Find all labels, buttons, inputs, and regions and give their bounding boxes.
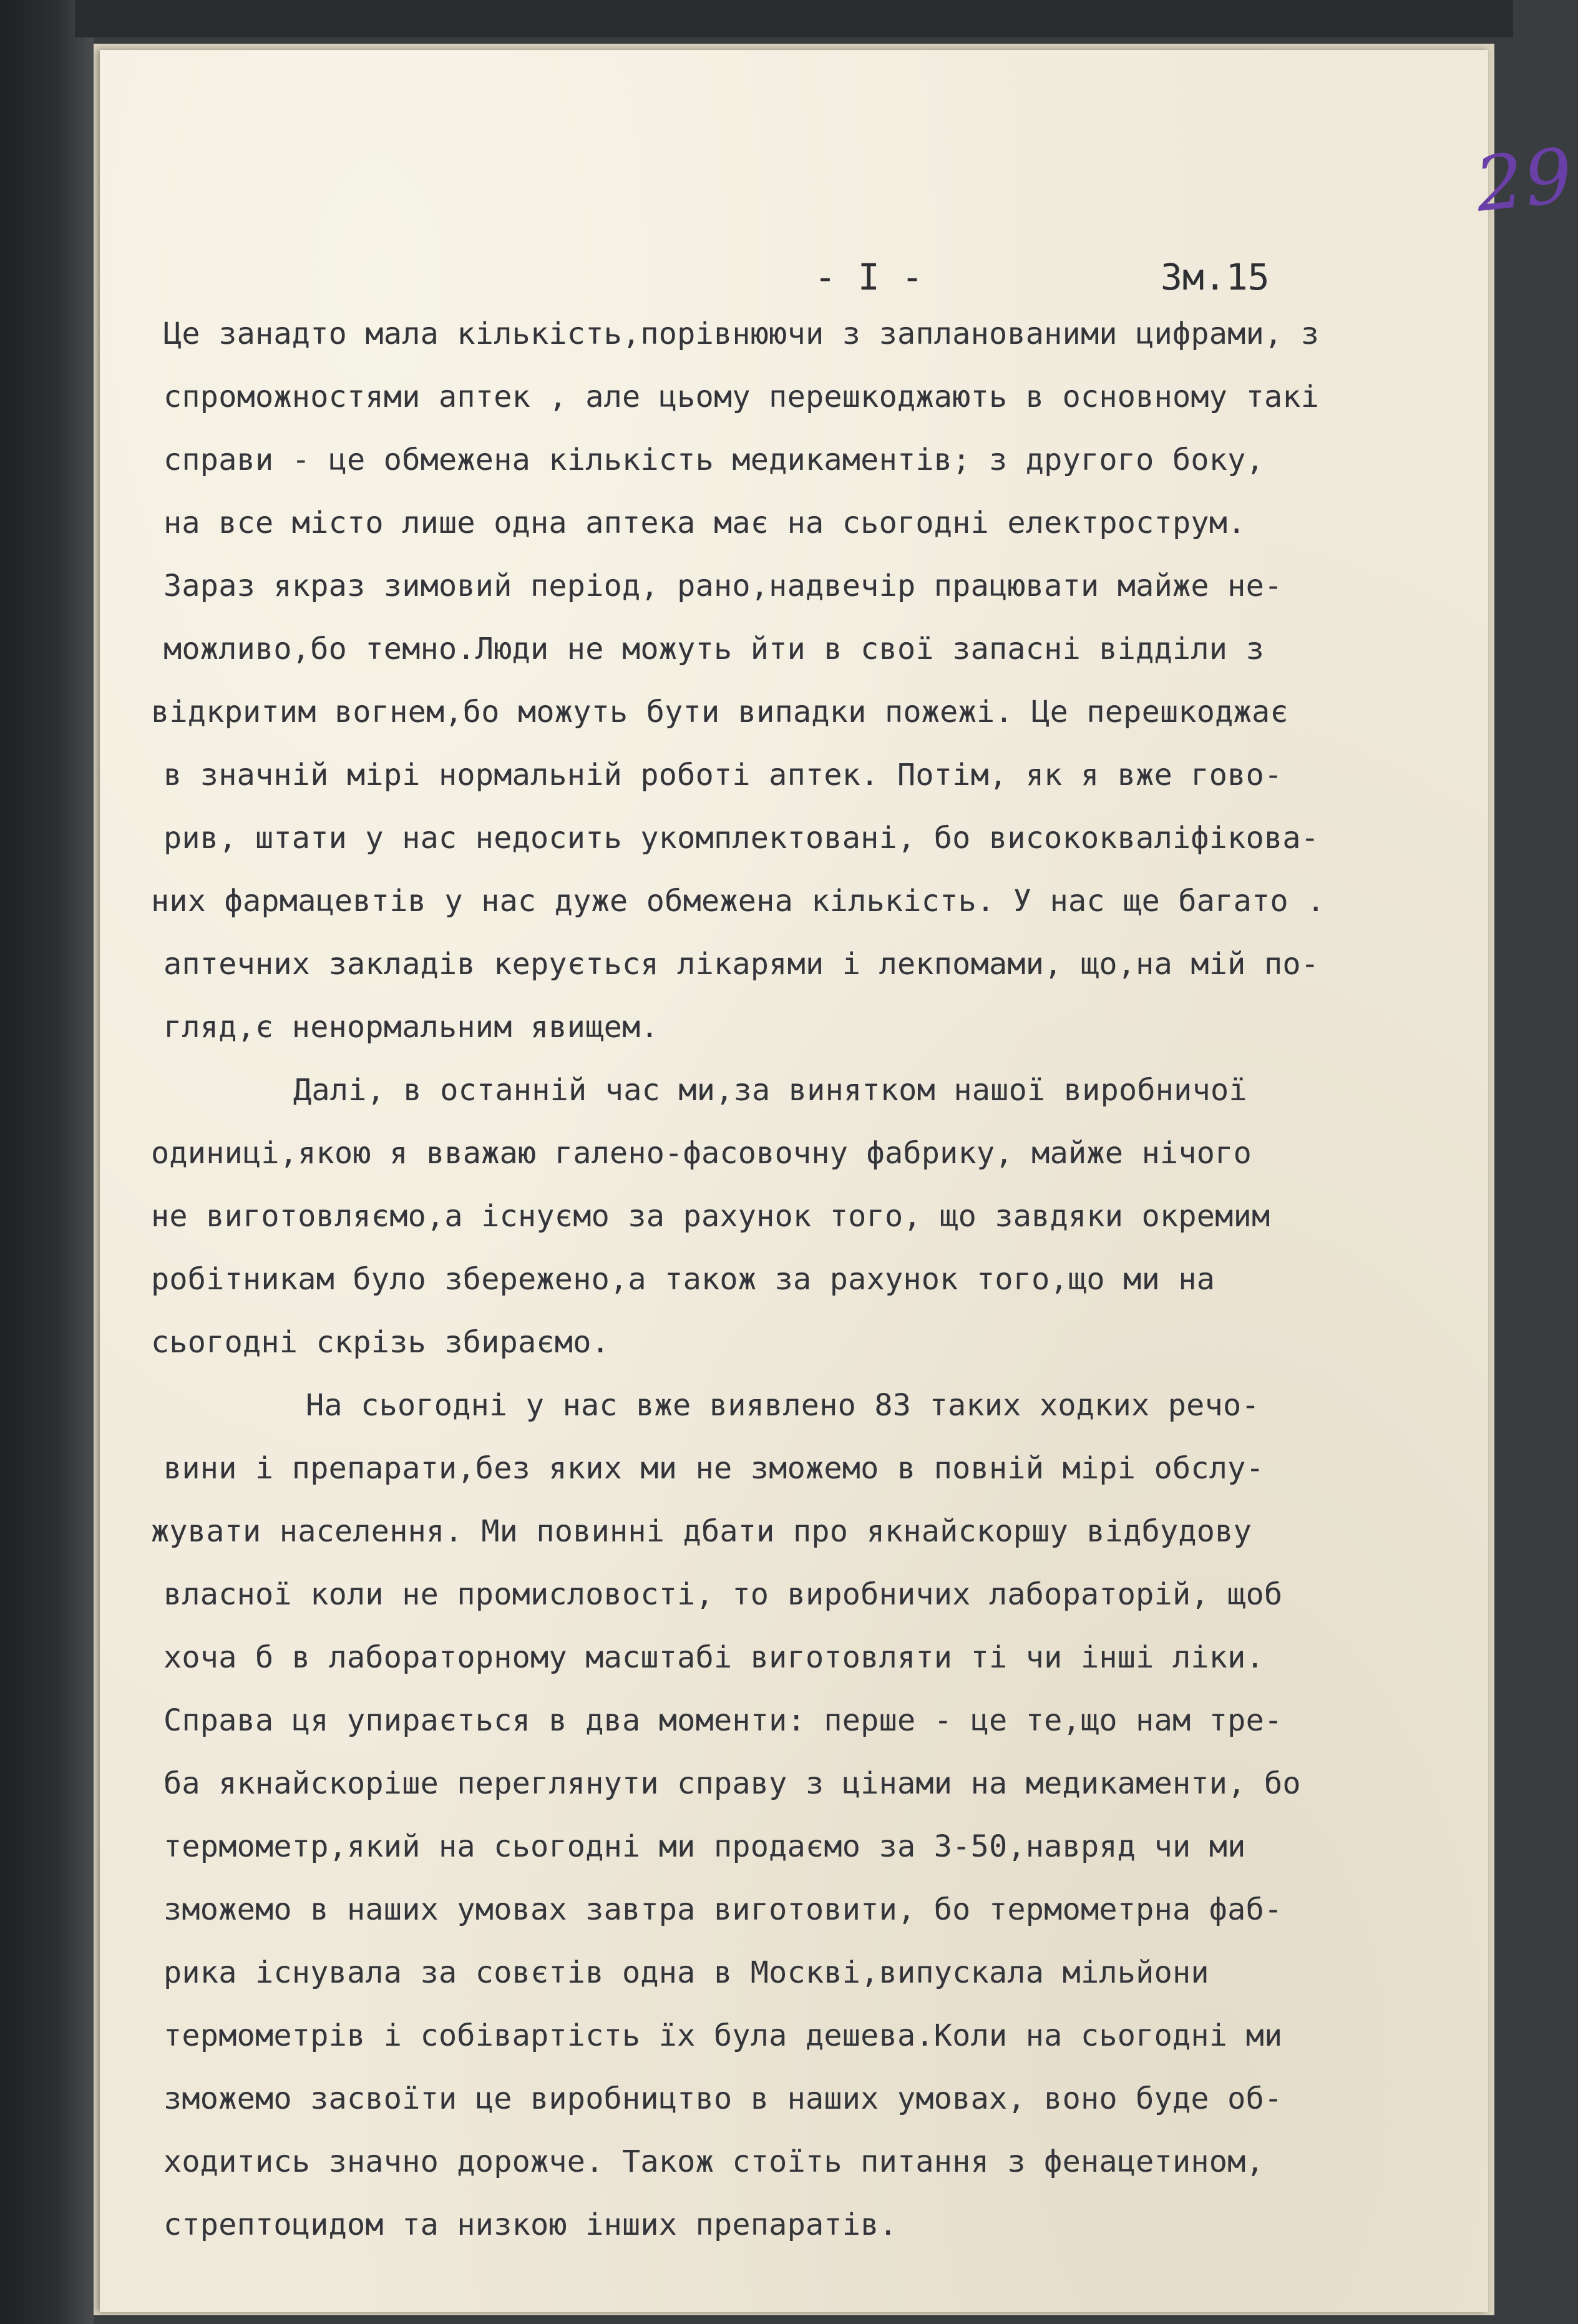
text-line: зможемо засвоїти це виробництво в наших умовах, воно буде об- bbox=[163, 2081, 1283, 2116]
text-line: одиниці,якою я вважаю галено-фасовочну фабрику, майже нічого bbox=[151, 1136, 1252, 1171]
text-line: термометр,який на сьогодні ми продаємо за 3-50,навряд чи ми bbox=[163, 1829, 1246, 1864]
text-line: робітникам було збережено,а також за рахунок того,що ми на bbox=[151, 1262, 1215, 1297]
text-line: в значній мірі нормальній роботі аптек. Потім, як я вже гово- bbox=[163, 758, 1283, 793]
document-page bbox=[100, 50, 1578, 2312]
text-line: рика існувала за совєтів одна в Москві,випускала мільйони bbox=[163, 1955, 1209, 1990]
text-line: на все місто лише одна аптека має на сьогодні електрострум. bbox=[163, 505, 1246, 540]
text-line: не виготовляємо,а існуємо за рахунок того, що завдяки окремим bbox=[151, 1199, 1270, 1234]
text-line: хоча б в лабораторному масштабі виготовляти ті чи інші ліки. bbox=[163, 1640, 1264, 1675]
folio-number: 29 bbox=[1471, 132, 1578, 229]
text-line: жувати населення. Ми повинні дбати про якнайскоршу відбудову bbox=[151, 1514, 1252, 1549]
text-line: спроможностями аптек , але цьому перешкоджають в основному такі bbox=[163, 379, 1320, 414]
text-line: власної коли не промисловості, то виробничих лабораторій, щоб bbox=[163, 1577, 1283, 1612]
text-line: На сьогодні у нас вже виявлено 83 таких ходких речо- bbox=[306, 1388, 1260, 1423]
text-line: справи - це обмежена кількість медикаментів; з другого боку, bbox=[163, 442, 1264, 477]
top-background-strip bbox=[75, 0, 1513, 37]
text-line: стрептоцидом та низкою інших препаратів. bbox=[163, 2207, 897, 2242]
text-line: сьогодні скрізь збираємо. bbox=[151, 1325, 610, 1360]
text-line: зможемо в наших умовах завтра виготовити, бо термометрна фаб- bbox=[163, 1892, 1283, 1927]
text-line: ходитись значно дорожче. Також стоїть питання з фенацетином, bbox=[163, 2144, 1264, 2179]
text-line: відкритим вогнем,бо можуть бути випадки пожежі. Це перешкоджає bbox=[151, 695, 1288, 730]
text-line: можливо,бо темно.Люди не можуть йти в свої запасні відділи з bbox=[163, 632, 1264, 666]
text-line: вини і препарати,без яких ми не зможемо в повній мірі обслу- bbox=[163, 1451, 1264, 1486]
reference-mark: Зм.15 bbox=[1161, 256, 1270, 298]
text-line: Далі, в останній час ми,за винятком нашої виробничої bbox=[293, 1073, 1247, 1108]
text-line: термометрів і собівартість їх була дешева.Коли на сьогодні ми bbox=[163, 2018, 1283, 2053]
text-line: Справа ця упирається в два моменти: перше - це те,що нам тре- bbox=[163, 1703, 1283, 1738]
text-line: Це занадто мала кількість,порівнюючи з запланованими цифрами, з bbox=[163, 316, 1320, 351]
binder-edge bbox=[0, 0, 94, 2324]
text-line: аптечних закладів керується лікарями і лекпомами, що,на мій по- bbox=[163, 947, 1320, 982]
text-line: рив, штати у нас недосить укомплектовані, бо висококваліфікова- bbox=[163, 821, 1320, 856]
text-line: них фармацевтів у нас дуже обмежена кількість. У нас ще багато . bbox=[151, 884, 1325, 919]
text-line: ба якнайскоріше переглянути справу з цінами на медикаменти, бо bbox=[163, 1766, 1301, 1801]
text-line: Зараз якраз зимовий період, рано,надвечір працювати майже не- bbox=[163, 569, 1283, 603]
page-number: - I - bbox=[814, 256, 923, 298]
text-line: гляд,є ненормальним явищем. bbox=[163, 1010, 659, 1045]
